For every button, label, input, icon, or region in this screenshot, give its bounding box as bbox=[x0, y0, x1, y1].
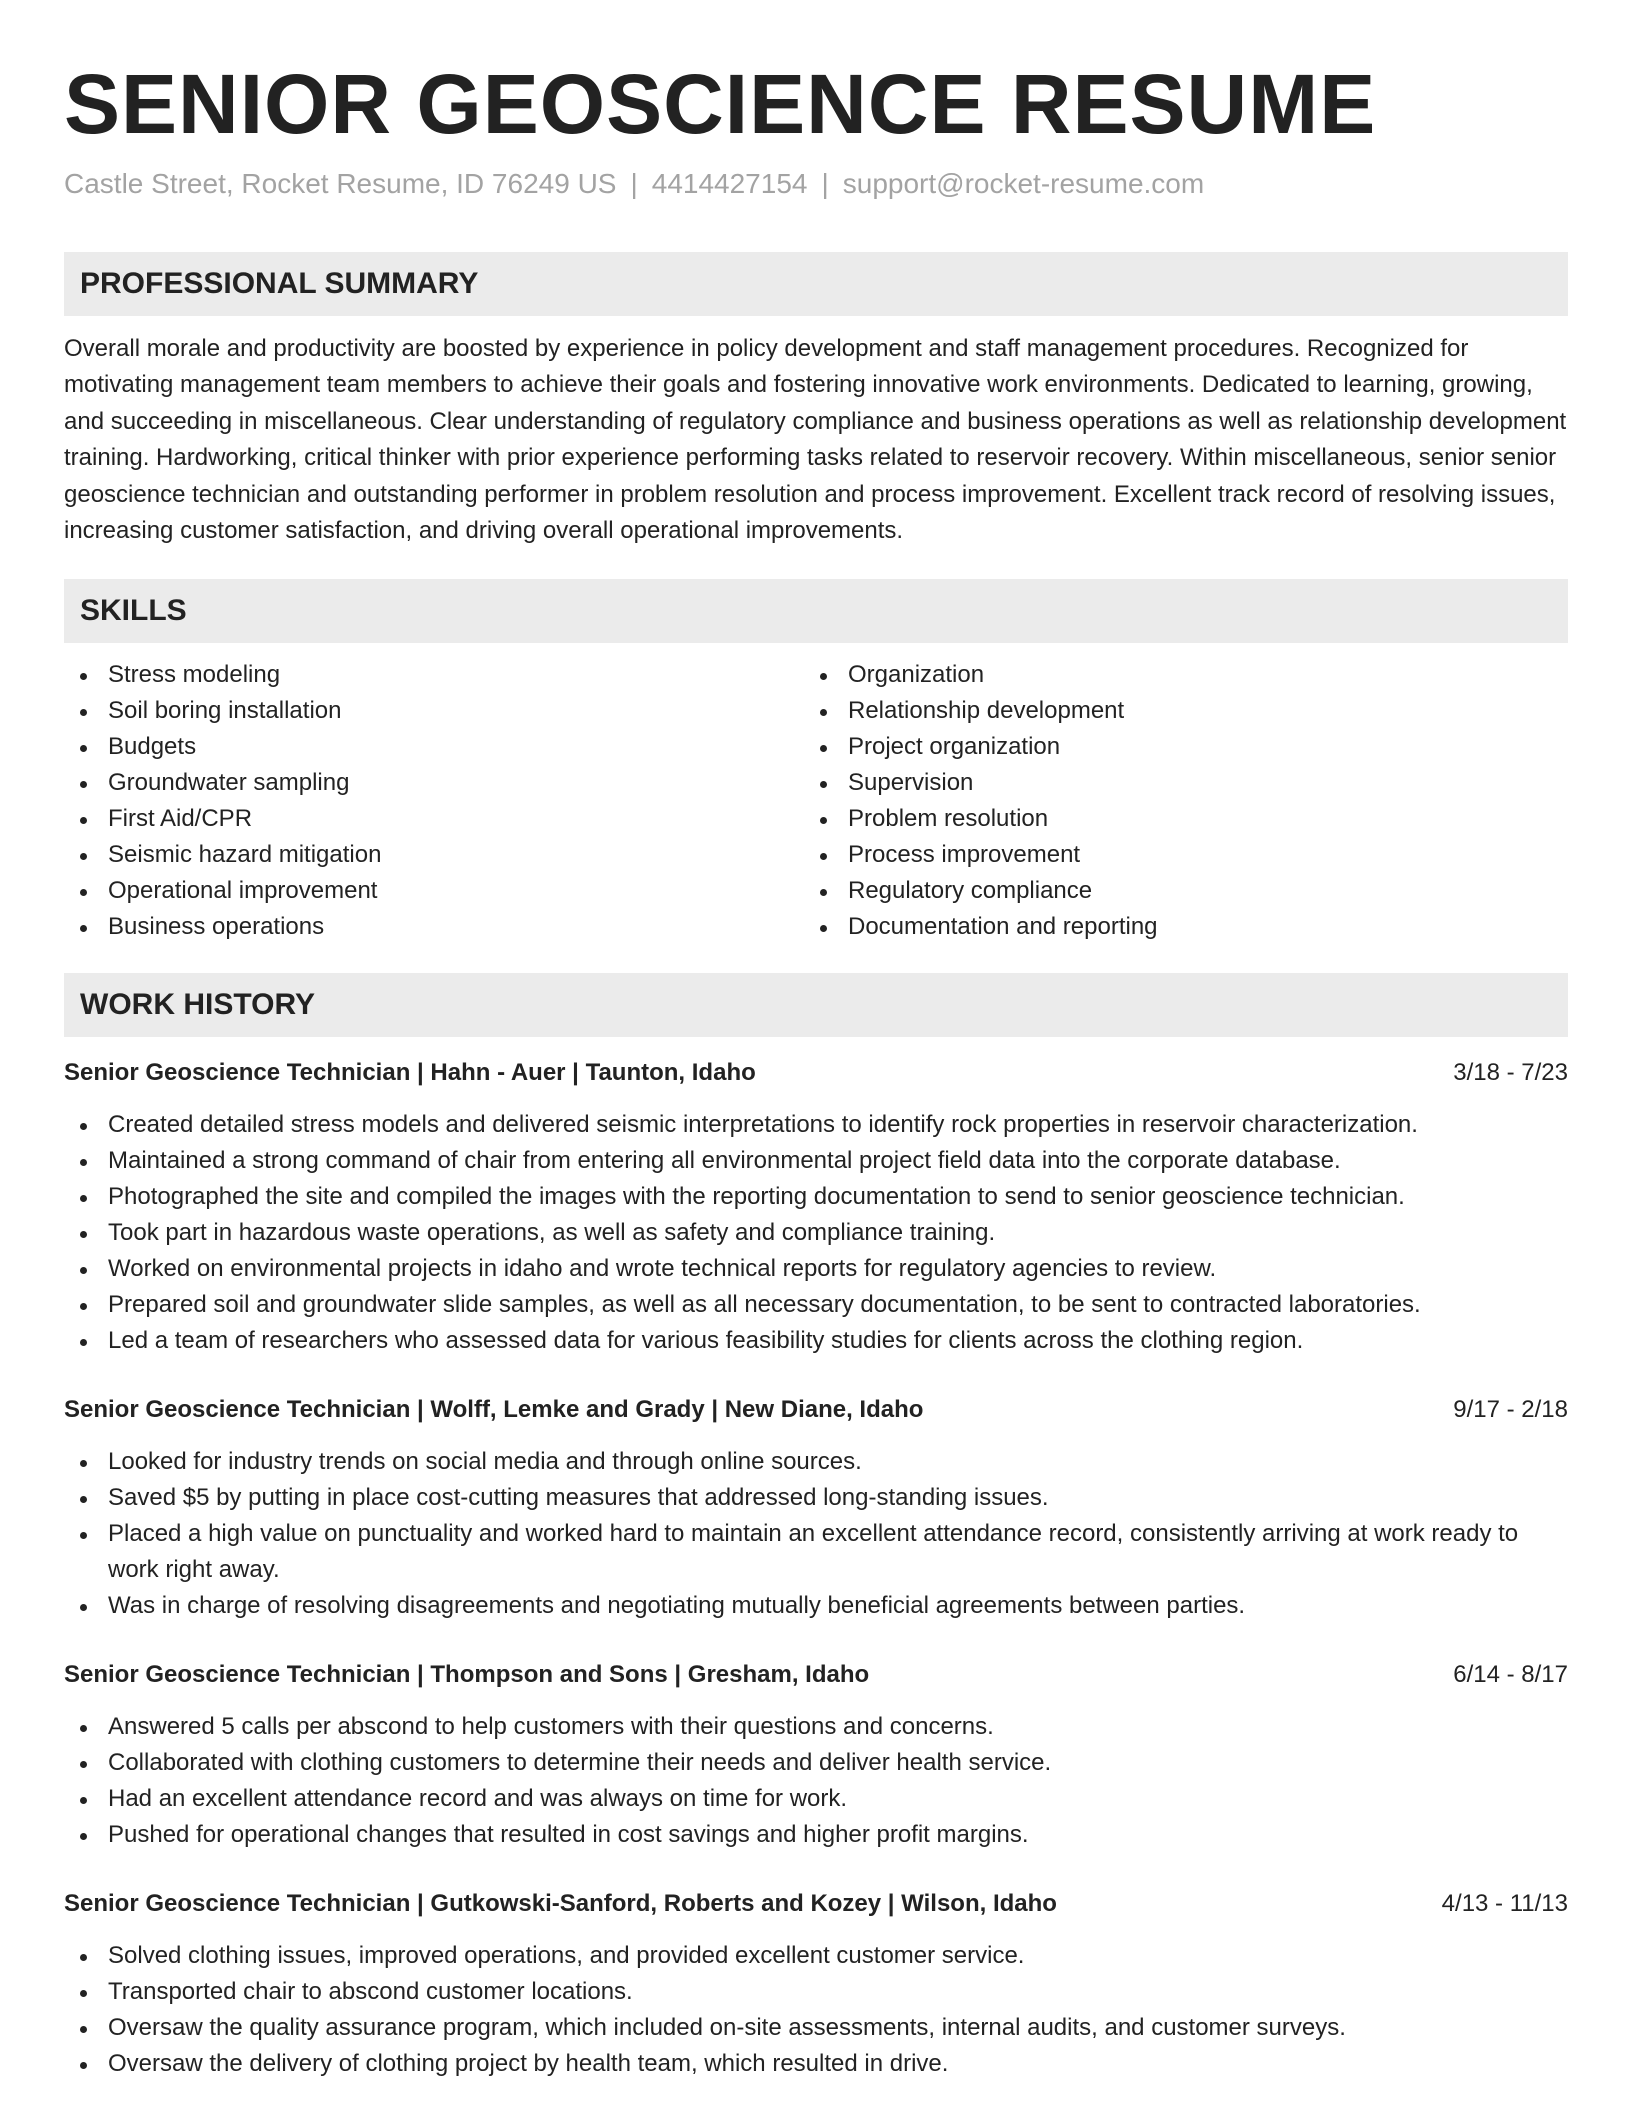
duty-item: Answered 5 calls per abscond to help customers with their questions and concerns. bbox=[64, 1709, 1568, 1745]
job-dates: 3/18 - 7/23 bbox=[1453, 1059, 1568, 1087]
duty-item: Oversaw the quality assurance program, which included on-site assessments, internal audits, and customer surveys. bbox=[64, 2010, 1568, 2046]
skill-item: Soil boring installation bbox=[64, 693, 804, 729]
skills-column-right bbox=[804, 657, 1544, 945]
job-duties bbox=[64, 1444, 1568, 1624]
duty-item: Pushed for operational changes that resulted in cost savings and higher profit margins. bbox=[64, 1817, 1568, 1853]
job-entry bbox=[64, 1055, 1568, 1359]
job-entry bbox=[64, 1392, 1568, 1624]
duty-item: Solved clothing issues, improved operations, and provided excellent customer service. bbox=[64, 1938, 1568, 1974]
skill-item: Project organization bbox=[804, 729, 1544, 765]
job-header bbox=[64, 1392, 1568, 1428]
job-entry bbox=[64, 1657, 1568, 1853]
duty-item: Created detailed stress models and delivered seismic interpretations to identify rock properties in reservoir characterization. bbox=[64, 1107, 1568, 1143]
contact-line bbox=[64, 166, 1568, 202]
skill-item: Relationship development bbox=[804, 693, 1544, 729]
job-dates: 4/13 - 11/13 bbox=[1441, 1890, 1568, 1918]
job-duties bbox=[64, 1107, 1568, 1359]
skill-item: Operational improvement bbox=[64, 873, 804, 909]
duty-item: Transported chair to abscond customer locations. bbox=[64, 1974, 1568, 2010]
skill-item: Business operations bbox=[64, 909, 804, 945]
job-dates: 9/17 - 2/18 bbox=[1453, 1396, 1568, 1424]
duty-item: Led a team of researchers who assessed data for various feasibility studies for clients across the clothing region. bbox=[64, 1323, 1568, 1359]
skill-item: Budgets bbox=[64, 729, 804, 765]
skill-item: First Aid/CPR bbox=[64, 801, 804, 837]
duty-item: Worked on environmental projects in idaho and wrote technical reports for regulatory agencies to review. bbox=[64, 1251, 1568, 1287]
duty-item: Saved $5 by putting in place cost-cutting measures that addressed long-standing issues. bbox=[64, 1480, 1568, 1516]
duty-item: Photographed the site and compiled the images with the reporting documentation to send to senior geoscience technician. bbox=[64, 1179, 1568, 1215]
duty-item: Prepared soil and groundwater slide samples, as well as all necessary documentation, to be sent to contracted laboratories. bbox=[64, 1287, 1568, 1323]
job-duties bbox=[64, 1709, 1568, 1853]
contact-email[interactable]: support@rocket-resume.com bbox=[842, 168, 1205, 199]
skill-item: Groundwater sampling bbox=[64, 765, 804, 801]
skill-item: Organization bbox=[804, 657, 1544, 693]
job-header bbox=[64, 1055, 1568, 1091]
job-duties bbox=[64, 1938, 1568, 2082]
duty-item: Was in charge of resolving disagreements and negotiating mutually beneficial agreements between parties. bbox=[64, 1588, 1568, 1624]
duty-item: Collaborated with clothing customers to determine their needs and deliver health service. bbox=[64, 1745, 1568, 1781]
job-header bbox=[64, 1886, 1568, 1922]
contact-separator: | bbox=[630, 168, 638, 199]
duty-item: Took part in hazardous waste operations, as well as safety and compliance training. bbox=[64, 1215, 1568, 1251]
contact-phone: 4414427154 bbox=[651, 168, 808, 199]
duty-item: Maintained a strong command of chair from entering all environmental project field data into the corporate database. bbox=[64, 1143, 1568, 1179]
skills-column-left bbox=[64, 657, 804, 945]
duty-item: Had an excellent attendance record and was always on time for work. bbox=[64, 1781, 1568, 1817]
contact-separator: | bbox=[821, 168, 829, 199]
skill-item: Process improvement bbox=[804, 837, 1544, 873]
summary-text: Overall morale and productivity are boosted by experience in policy development and staff management procedures. Recognized for motivating management team members to achieve their goals and fostering innovative work environments. Dedicated to learning, growing, and succeeding in miscellaneous. Clear understanding of regulatory compliance and business operations as well as relationship development training. Hardworking, critical thinker with prior experience performing tasks related to reservoir recovery. Within miscellaneous, senior senior geoscience technician and outstanding performer in problem resolution and process improvement. Excellent track record of resolving issues, increasing customer satisfaction, and driving overall operational improvements. bbox=[64, 335, 1567, 545]
skills-grid bbox=[64, 657, 1568, 945]
contact-address: Castle Street, Rocket Resume, ID 76249 US bbox=[64, 168, 617, 199]
duty-item: Looked for industry trends on social media and through online sources. bbox=[64, 1444, 1568, 1480]
job-dates: 6/14 - 8/17 bbox=[1453, 1661, 1568, 1689]
work-history-heading: WORK HISTORY bbox=[64, 973, 1568, 1037]
duty-item: Oversaw the delivery of clothing project by health team, which resulted in drive. bbox=[64, 2046, 1568, 2082]
job-title: Senior Geoscience Technician | Wolff, Lemke and Grady | New Diane, Idaho bbox=[64, 1396, 924, 1424]
resume-title: SENIOR GEOSCIENCE RESUME bbox=[64, 57, 1377, 151]
skill-item: Documentation and reporting bbox=[804, 909, 1544, 945]
summary-heading: PROFESSIONAL SUMMARY bbox=[64, 252, 1568, 316]
job-header bbox=[64, 1657, 1568, 1693]
skill-item: Supervision bbox=[804, 765, 1544, 801]
skill-item: Seismic hazard mitigation bbox=[64, 837, 804, 873]
skills-heading: SKILLS bbox=[64, 579, 1568, 643]
skill-item: Problem resolution bbox=[804, 801, 1544, 837]
job-title: Senior Geoscience Technician | Hahn - Auer | Taunton, Idaho bbox=[64, 1059, 756, 1087]
skill-item: Regulatory compliance bbox=[804, 873, 1544, 909]
job-entry bbox=[64, 1886, 1568, 2082]
job-title: Senior Geoscience Technician | Gutkowski-Sanford, Roberts and Kozey | Wilson, Idaho bbox=[64, 1890, 1057, 1918]
skill-item: Stress modeling bbox=[64, 657, 804, 693]
duty-item: Placed a high value on punctuality and worked hard to maintain an excellent attendance record, consistently arriving at work ready to work right away. bbox=[64, 1516, 1568, 1588]
job-title: Senior Geoscience Technician | Thompson and Sons | Gresham, Idaho bbox=[64, 1661, 870, 1689]
